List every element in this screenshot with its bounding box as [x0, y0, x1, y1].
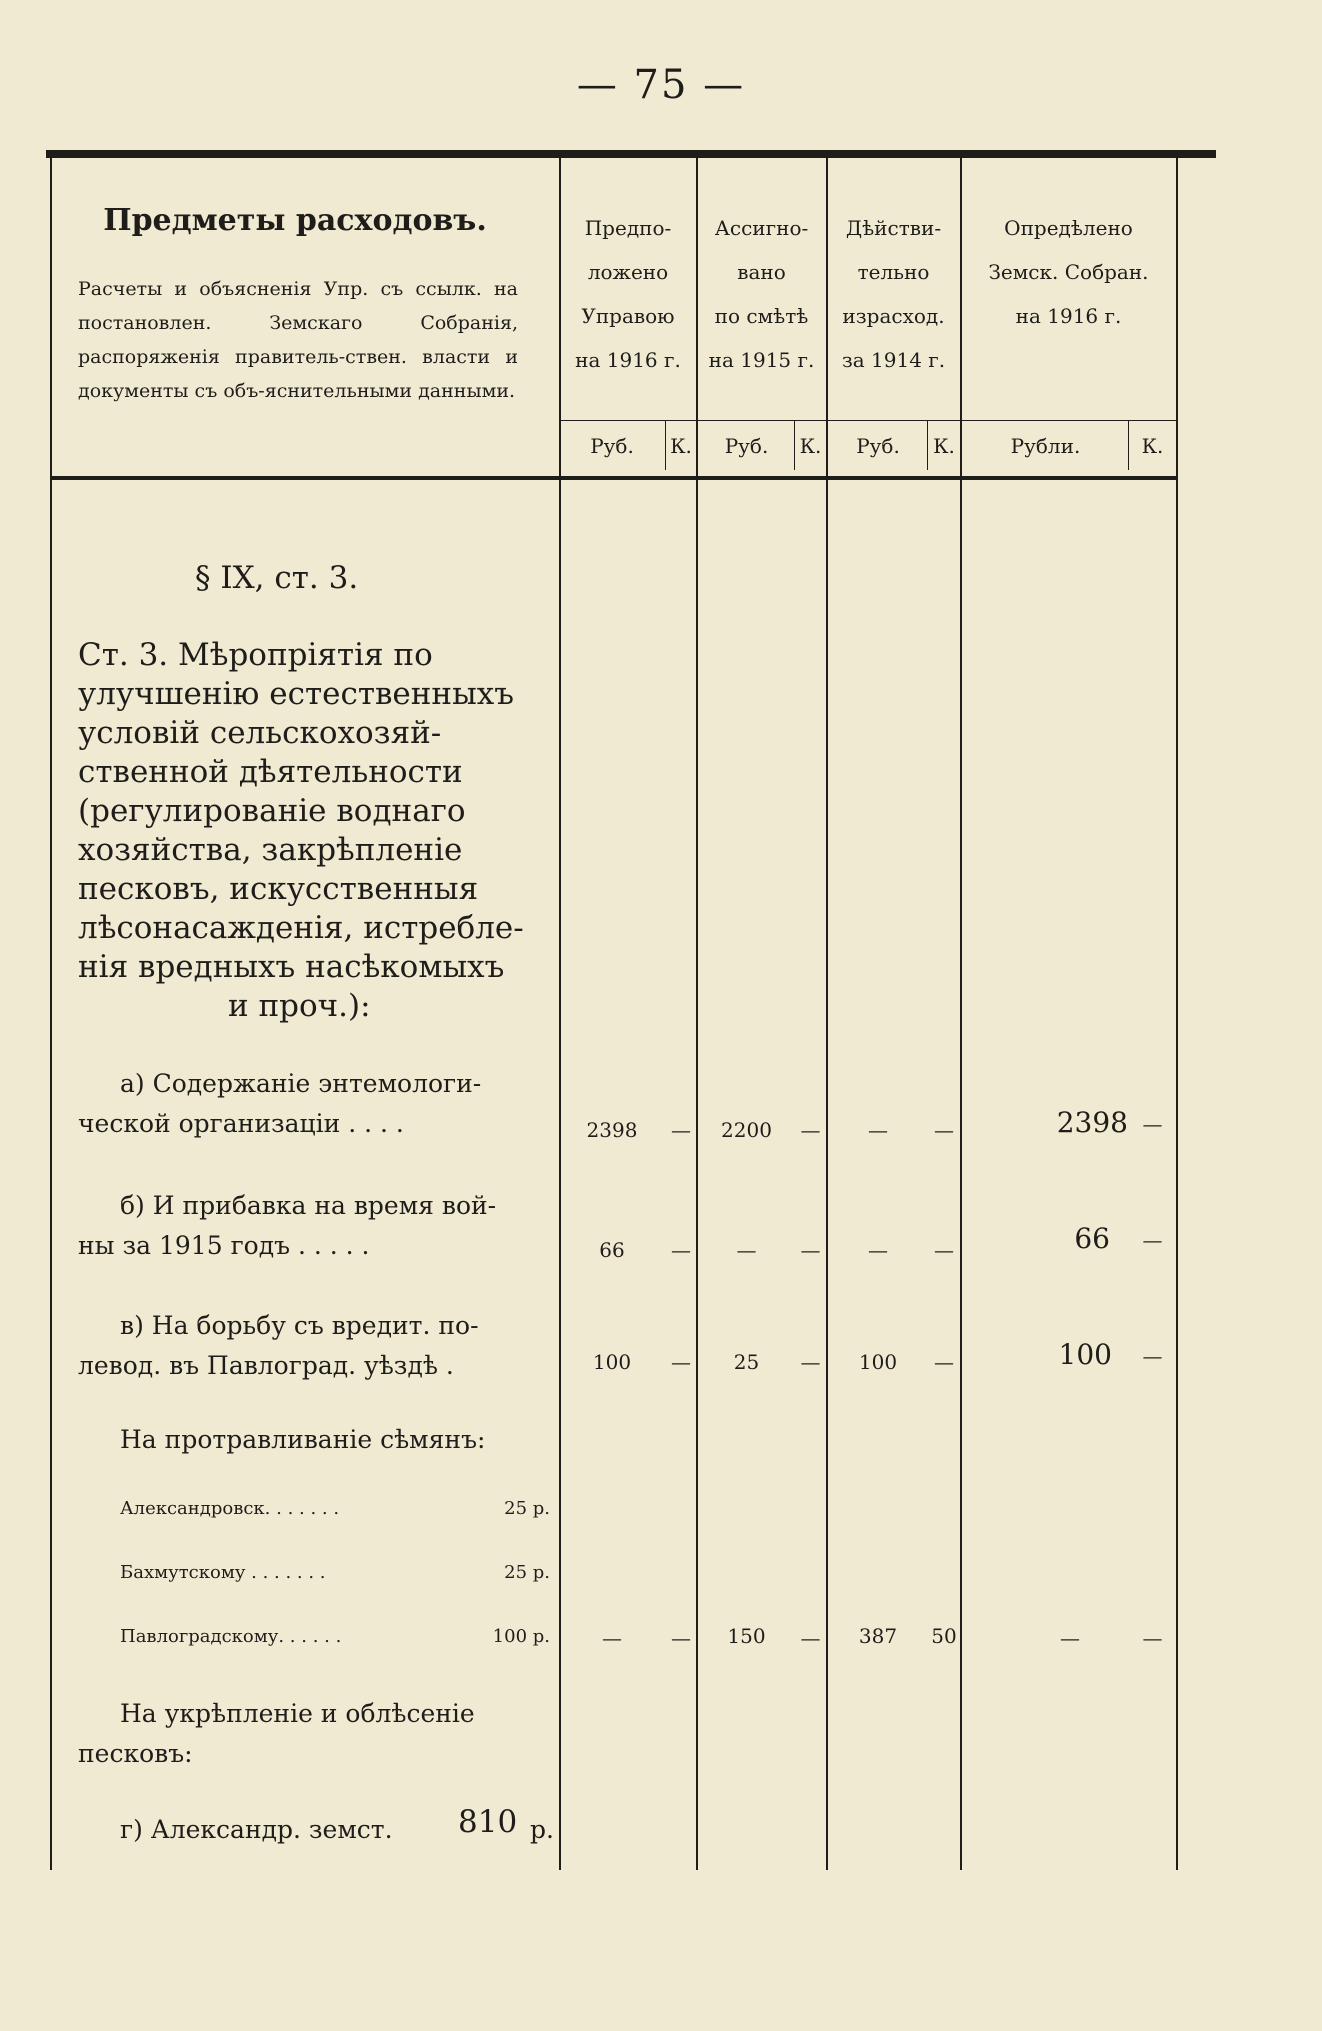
item-a-line2: ческой организаціи . . . . — [78, 1109, 404, 1138]
seeds-spent-kop: 50 — [931, 1624, 957, 1648]
item-v-proposed-kop: — — [671, 1350, 691, 1374]
sands-title-line1: На укрѣпленіе и облѣсеніе — [120, 1699, 475, 1728]
item-v-proposed: 100 — [592, 1350, 632, 1374]
section-mark: § IX, ст. 3. — [195, 560, 359, 596]
item-v-line2: левод. въ Павлоград. уѣздѣ . — [78, 1351, 454, 1380]
column-header-determined: Опредѣлено Земск. Собран. на 1916 г. — [988, 216, 1149, 328]
item-g-unit: р. — [530, 1815, 554, 1844]
unit-kop: К. — [670, 434, 692, 458]
column-divider — [696, 158, 698, 1870]
seed-row-value: 25 р. — [504, 1498, 550, 1519]
table-border-left — [50, 158, 52, 1870]
seeds-determined: — — [1060, 1626, 1080, 1650]
seeds-determined-kop: — — [1142, 1626, 1163, 1650]
seed-row-name: Бахмутскому . . . . . . . — [120, 1562, 326, 1583]
item-b-line2: ны за 1915 годъ . . . . . — [78, 1231, 370, 1260]
item-b-proposed-kop: — — [671, 1238, 691, 1262]
item-a-proposed: 2398 — [586, 1118, 638, 1142]
item-b-assigned: — — [736, 1238, 757, 1262]
item-a-assigned: 2200 — [721, 1118, 772, 1142]
item-a-proposed-kop: — — [671, 1118, 691, 1142]
item-v-determined-kop: — — [1142, 1344, 1163, 1368]
column-divider — [826, 158, 828, 1870]
item-v-determined: 100 — [1058, 1338, 1112, 1371]
seed-row-value: 25 р. — [504, 1562, 550, 1583]
seeds-proposed-kop: — — [671, 1626, 691, 1650]
item-b-spent-kop: — — [934, 1238, 954, 1262]
item-v-assigned: 25 — [733, 1350, 760, 1374]
sands-title-line2: песковъ: — [78, 1739, 193, 1768]
seeds-assigned: 150 — [727, 1624, 766, 1648]
unit-kop: К. — [1141, 434, 1164, 458]
unit-rub: Руб. — [856, 434, 900, 458]
item-a-line1: а) Содержаніе энтемологи- — [120, 1069, 482, 1098]
item-b-spent: — — [868, 1238, 888, 1262]
item-v-spent: 100 — [858, 1350, 898, 1374]
item-v-assigned-kop: — — [800, 1350, 821, 1374]
item-a-assigned-kop: — — [800, 1118, 821, 1142]
item-v-spent-kop: — — [934, 1350, 954, 1374]
item-b-assigned-kop: — — [800, 1238, 821, 1262]
item-b-line1: б) И прибавка на время вой- — [120, 1191, 497, 1220]
item-a-spent: — — [868, 1118, 888, 1142]
seed-row-name: Павлоградскому. . . . . . — [120, 1626, 342, 1647]
column-header-assigned: Ассигно- вано по смѣтѣ на 1915 г. — [708, 216, 815, 372]
item-b-proposed: 66 — [599, 1238, 625, 1262]
page-number: — 75 — — [576, 62, 746, 108]
column-divider — [960, 158, 962, 1870]
unit-rub: Руб. — [724, 434, 769, 458]
item-a-determined: 2398 — [1056, 1106, 1128, 1139]
seeds-title: На протравливаніе сѣмянъ: — [120, 1425, 486, 1454]
item-b-determined: 66 — [1074, 1222, 1110, 1255]
unit-row-rule — [559, 420, 1178, 421]
header-rule — [50, 476, 1178, 480]
seeds-assigned-kop: — — [800, 1626, 821, 1650]
item-a-spent-kop: — — [934, 1118, 954, 1142]
unit-rubli: Рубли. — [1010, 434, 1081, 458]
seed-row-value: 100 р. — [492, 1626, 550, 1647]
item-a-determined-kop: — — [1142, 1112, 1163, 1136]
column-header-proposed: Предпо- ложено Управою на 1916 г. — [575, 216, 681, 372]
table-border-right — [1176, 158, 1178, 1870]
seeds-spent: 387 — [858, 1624, 898, 1648]
header-title: Предметы расходовъ. — [103, 203, 487, 238]
unit-rub: Руб. — [590, 434, 634, 458]
header-subtitle: Расчеты и объясненія Упр. съ ссылк. на постановлен. Земскаго Собранія, распоряженія правитель-ствен. власти и документы съ объ-яснительными данными. — [78, 278, 518, 402]
top-rule — [46, 150, 1216, 158]
column-divider — [559, 158, 561, 1870]
unit-kop: К. — [933, 434, 955, 458]
article-heading: Ст. 3. Мѣропріятія по улучшенію естественныхъ условій сельскохозяй- ственной дѣятельности (регулированіе воднаго хозяйства, закрѣпленіе песковъ, искусственныя лѣсонасажденія, истребле- нія вредныхъ насѣкомыхъ и проч.): — [78, 637, 524, 1024]
item-v-line1: в) На борьбу съ вредит. по- — [120, 1311, 479, 1340]
unit-kop: К. — [799, 434, 822, 458]
item-g-line: г) Александр. земст. — [120, 1815, 393, 1844]
column-header-spent: Дѣйстви- тельно израсход. за 1914 г. — [841, 216, 946, 372]
item-g-value: 810 — [458, 1804, 518, 1840]
seed-row-name: Александровск. . . . . . . — [120, 1498, 340, 1519]
seeds-proposed: — — [602, 1626, 622, 1650]
item-b-determined-kop: — — [1142, 1228, 1163, 1252]
